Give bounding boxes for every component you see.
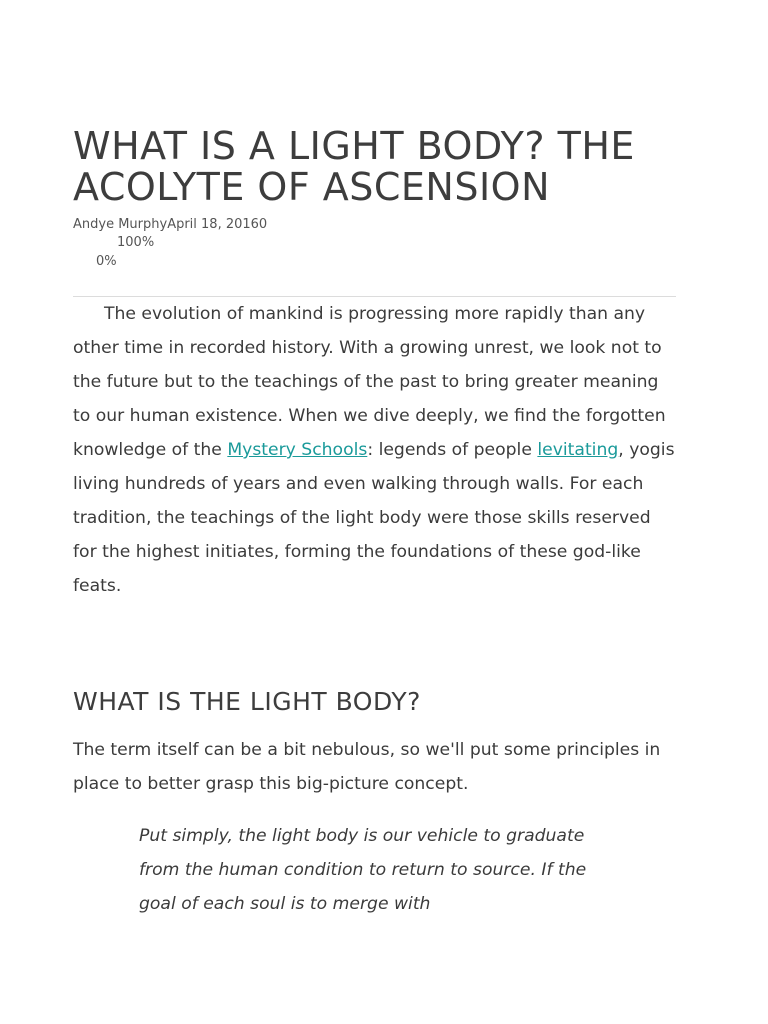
article-meta: Andye MurphyApril 18, 20160 <box>73 217 268 232</box>
intro-paragraph <box>73 297 679 603</box>
rating-positive: 100% <box>117 235 155 250</box>
rating-negative: 0% <box>96 254 117 269</box>
section-heading: WHAT IS THE LIGHT BODY? <box>73 687 421 716</box>
article-title: WHAT IS A LIGHT BODY? THE ACOLYTE OF ASCENSION <box>73 124 635 209</box>
mystery-schools-link[interactable]: Mystery Schools <box>227 440 368 460</box>
levitating-link[interactable]: levitating <box>537 440 619 460</box>
section-paragraph: The term itself can be a bit nebulous, so we'll put some principles in place to better grasp this big-picture concept. <box>73 740 661 794</box>
intro-text-1: The evolution of mankind is progressing more rapidly than any other time in recorded history. With a growing unrest, we look not to the future but to the teachings of the past to bring greater meaning to our human existence. When we dive deeply, we find the forgotten knowledge of the <box>73 304 666 460</box>
intro-text-2: : legends of people <box>367 440 538 460</box>
blockquote: Put simply, the light body is our vehicle to graduate from the human condition to return to source. If the goal of each soul is to merge with <box>139 826 587 914</box>
intro-text-3: , yogis living hundreds of years and even walking through walls. For each tradition, the teachings of the light body were those skills reserved for the highest initiates, forming the foundations of these god-like feats. <box>73 440 675 596</box>
